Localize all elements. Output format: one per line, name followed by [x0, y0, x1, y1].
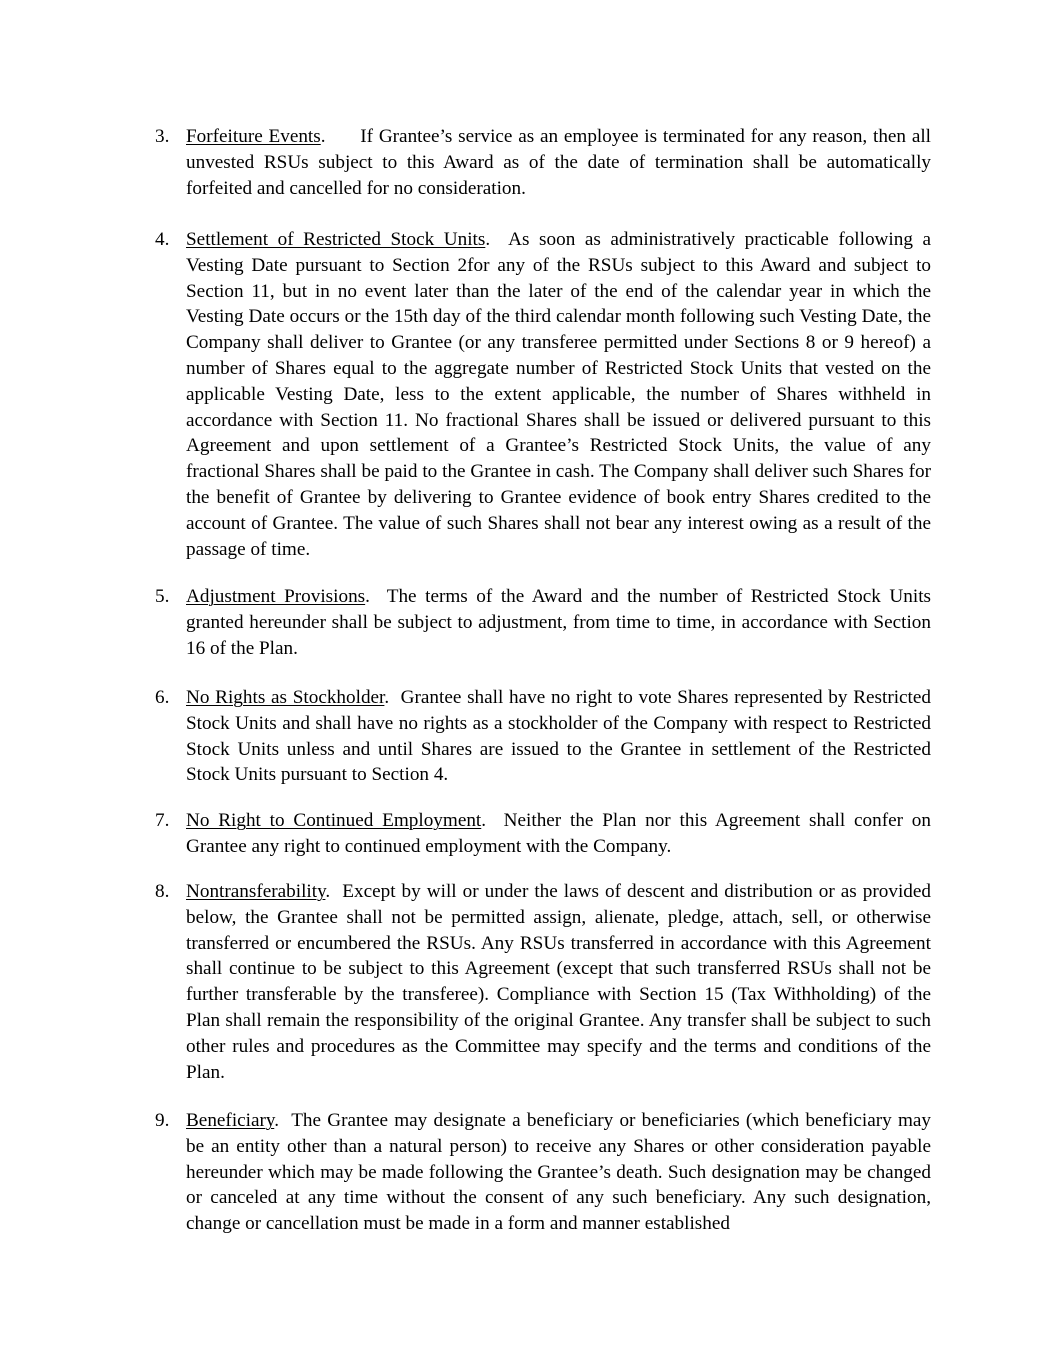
section-body: Forfeiture Events. If Grantee’s service as an employee is terminated for any reason, then all unvested RSUs subject to this Award as of the date of termination shall be automatically forfeited and cancelled for no consideration. — [186, 126, 931, 199]
section-heading: No Rights as Stockholder — [186, 687, 385, 708]
section-number: 3. — [155, 126, 170, 147]
section-body: No Rights as Stockholder. Grantee shall have no right to vote Shares represented by Restricted Stock Units and shall have no rights as a stockholder of the Company with respect to Restricted Stock Units unless and until Shares are issued to the Grantee in settlement of the Restricted Stock Units pursuant to Section 4. — [186, 687, 932, 786]
section-number: 8. — [155, 881, 170, 902]
section-6 — [155, 685, 931, 788]
section-heading: Settlement of Restricted Stock Units — [186, 229, 486, 250]
section-text: Neither the Plan nor this Agreement shall confer on Grantee any right to continued employment with the Company. — [186, 810, 931, 857]
section-text: The terms of the Award and the number of Restricted Stock Units granted hereunder shall be subject to adjustment, from time to time, in accordance with Section 16 of the Plan. — [186, 586, 931, 659]
section-text: The Grantee may designate a beneficiary or beneficiaries (which beneficiary may be an entity other than a natural person) to receive any Shares or other consideration payable hereunder which may be made following the Grantee’s death. Such designation may be changed or canceled at any time without the consent of any such beneficiary. Any such designation, change or cancellation must be made in a form and manner established — [186, 1110, 931, 1235]
section-number: 9. — [155, 1110, 170, 1131]
section-heading: Beneficiary — [186, 1110, 275, 1131]
section-heading: No Right to Continued Employment — [186, 810, 482, 831]
section-number: 7. — [155, 810, 170, 831]
section-9 — [155, 1108, 931, 1237]
section-body: Adjustment Provisions. The terms of the Award and the number of Restricted Stock Units granted hereunder shall be subject to adjustment, from time to time, in accordance with Section 16 of the Plan. — [186, 586, 931, 659]
section-5 — [155, 584, 931, 661]
section-text: Except by will or under the laws of descent and distribution or as provided below, the Grantee shall not be permitted assign, alienate, pledge, attach, sell, or otherwise transferred or encumbered the RSUs. Any RSUs transferred in accordance with this Agreement shall continue to be subject to this Agreement (except that such transferred RSUs shall not be further transferable by the transferee). Compliance with Section 15 (Tax Withholding) of the Plan shall remain the responsibility of the original Grantee. Any transfer shall be subject to such other rules and procedures as the Committee may specify and the terms and conditions of the Plan. — [186, 881, 932, 1083]
section-body: Beneficiary. The Grantee may designate a beneficiary or beneficiaries (which beneficiary may be an entity other than a natural person) to receive any Shares or other consideration payable hereunder which may be made following the Grantee’s death. Such designation may be changed or canceled at any time without the consent of any such beneficiary. Any such designation, change or cancellation must be made in a form and manner established — [186, 1110, 931, 1235]
section-body: Nontransferability. Except by will or under the laws of descent and distribution or as provided below, the Grantee shall not be permitted assign, alienate, pledge, attach, sell, or otherwise transferred or encumbered the RSUs. Any RSUs transferred in accordance with this Agreement shall continue to be subject to this Agreement (except that such transferred RSUs shall not be further transferable by the transferee). Compliance with Section 15 (Tax Withholding) of the Plan shall remain the responsibility of the original Grantee. Any transfer shall be subject to such other rules and procedures as the Committee may specify and the terms and conditions of the Plan. — [186, 881, 932, 1083]
section-number: 5. — [155, 586, 170, 607]
section-heading: Forfeiture Events — [186, 126, 321, 147]
section-3 — [155, 124, 931, 201]
section-number: 4. — [155, 229, 170, 250]
section-text: As soon as administratively practicable following a Vesting Date pursuant to Section 2for any of the RSUs subject to this Award and subject to Section 11, but in no event later than the later of the end of the calendar year in which the Vesting Date occurs or the 15th day of the third calendar month following such Vesting Date, the Company shall deliver to Grantee (or any transferee permitted under Sections 8 or 9 hereof) a number of Shares equal to the aggregate number of Restricted Stock Units that vested on the applicable Vesting Date, less to the extent applicable, the number of Shares withheld in accordance with Section 11. No fractional Shares shall be issued or delivered pursuant to this Agreement and upon settlement of a Grantee’s Restricted Stock Units, the value of any fractional Shares shall be paid to the Grantee in cash. The Company shall deliver such Shares for the benefit of Grantee by delivering to Grantee evidence of book entry Shares credited to the account of Grantee. The value of such Shares shall not bear any interest owing as a result of the passage of time. — [186, 229, 931, 560]
section-4 — [155, 227, 931, 562]
section-number: 6. — [155, 687, 170, 708]
section-7 — [155, 808, 931, 860]
section-8 — [155, 879, 931, 1085]
section-heading: Nontransferability — [186, 881, 326, 902]
section-text: If Grantee’s service as an employee is terminated for any reason, then all unvested RSUs subject to this Award as of the date of termination shall be automatically forfeited and cancelled for no consideration. — [186, 126, 931, 199]
section-body: Settlement of Restricted Stock Units. As soon as administratively practicable following a Vesting Date pursuant to Section 2for any of the RSUs subject to this Award and subject to Section 11, but in no event later than the later of the end of the calendar year in which the Vesting Date occurs or the 15th day of the third calendar month following such Vesting Date, the Company shall deliver to Grantee (or any transferee permitted under Sections 8 or 9 hereof) a number of Shares equal to the aggregate number of Restricted Stock Units that vested on the applicable Vesting Date, less to the extent applicable, the number of Shares withheld in accordance with Section 11. No fractional Shares shall be issued or delivered pursuant to this Agreement and upon settlement of a Grantee’s Restricted Stock Units, the value of any fractional Shares shall be paid to the Grantee in cash. The Company shall deliver such Shares for the benefit of Grantee by delivering to Grantee evidence of book entry Shares credited to the account of Grantee. The value of such Shares shall not bear any interest owing as a result of the passage of time. — [186, 229, 931, 560]
section-heading: Adjustment Provisions — [186, 586, 366, 607]
section-text: Grantee shall have no right to vote Shares represented by Restricted Stock Units and shall have no rights as a stockholder of the Company with respect to Restricted Stock Units unless and until Shares are issued to the Grantee in settlement of the Restricted Stock Units pursuant to Section 4. — [186, 687, 932, 786]
section-body: No Right to Continued Employment. Neither the Plan nor this Agreement shall confer on Grantee any right to continued employment with the Company. — [186, 810, 931, 857]
